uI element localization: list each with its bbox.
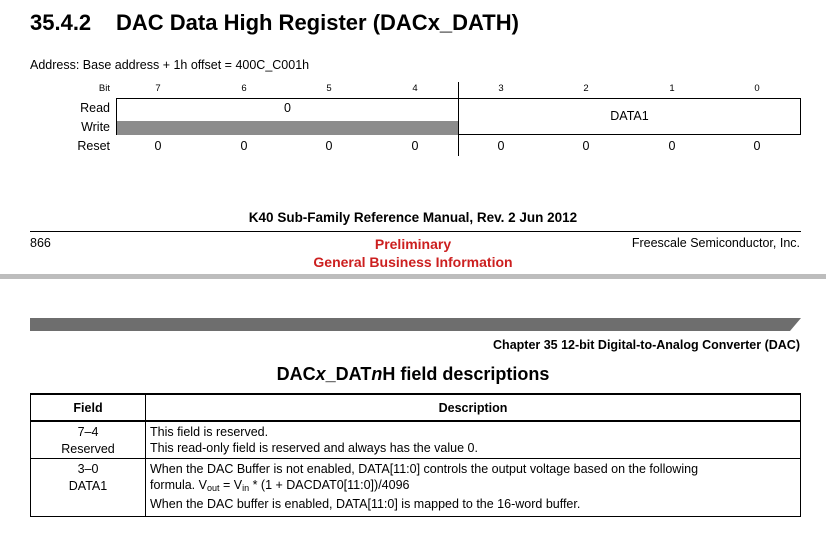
description-cell: [146, 421, 801, 459]
chapter-header-bar: [30, 318, 801, 331]
reset-row-label: Reset: [77, 139, 110, 153]
page-number: 866: [30, 236, 51, 250]
chapter-title: Chapter 35 12-bit Digital-to-Analog Converter (DAC): [493, 338, 800, 352]
bit-number: 5: [326, 83, 332, 94]
section-title: [30, 10, 519, 36]
description-text: This field is reserved.: [150, 425, 269, 439]
data1-field-box: [458, 98, 801, 135]
table-row: [31, 421, 801, 459]
footer-rule: [30, 231, 801, 232]
reset-value: 0: [154, 139, 162, 153]
formula-text: formula. $V_{out} = V_{in} * (1$ + DACDAT0[11:0])/4096: [150, 478, 410, 493]
reserved-read-value: 0: [284, 101, 291, 115]
field-cell: [31, 459, 146, 517]
bit-number: 0: [754, 83, 760, 94]
field-name: DATA1: [68, 479, 108, 493]
vendor-name: Freescale Semiconductor, Inc.: [631, 236, 800, 250]
field-cell: [31, 421, 146, 459]
description-text: When the DAC buffer is enabled, DATA[11:0] is mapped to the 16-word buffer.: [150, 497, 581, 511]
field-name: Reserved: [61, 442, 115, 456]
field-range: 7–4: [77, 425, 99, 439]
bit-number: 4: [412, 83, 418, 94]
bit-number: 3: [498, 83, 504, 94]
reset-value: 0: [668, 139, 676, 153]
bit-number: 2: [583, 83, 589, 94]
page-separator: [0, 274, 826, 279]
description-text: When the DAC Buffer is not enabled, DATA[11:0] controls the output voltage based on the following: [150, 462, 699, 476]
business-info-label: General Business Information: [313, 254, 513, 270]
register-address: Address: Base address + 1h offset = 400C_C001h: [30, 58, 310, 72]
bit-number: 1: [669, 83, 675, 94]
reset-value: 0: [582, 139, 590, 153]
reset-value: 0: [753, 139, 761, 153]
read-row-label: Read: [80, 101, 110, 115]
section-heading: DAC Data High Register (DACx_DATH): [116, 10, 519, 35]
field-column-header: Field: [31, 394, 146, 421]
reset-value: 0: [325, 139, 333, 153]
section-number: 35.4.2: [30, 10, 92, 35]
field-descriptions-table: [30, 393, 801, 517]
write-reserved-fill: [117, 121, 458, 135]
reserved-field-box: [116, 98, 459, 135]
description-cell: [146, 459, 801, 517]
bit-label: Bit: [98, 83, 110, 94]
manual-title: K40 Sub-Family Reference Manual, Rev. 2 Jun 2012: [248, 210, 578, 225]
table-row: [31, 459, 801, 517]
bit-number: 7: [155, 83, 161, 94]
field-range: 3–0: [77, 462, 99, 476]
reset-value: 0: [411, 139, 419, 153]
nibble-divider: [458, 82, 459, 156]
reset-value: 0: [497, 139, 505, 153]
bit-number: 6: [241, 83, 247, 94]
table-title: DACx_DATnH field descriptions: [276, 364, 550, 384]
reset-value: 0: [240, 139, 248, 153]
table-header-row: [31, 394, 801, 421]
description-column-header: Description: [146, 394, 801, 421]
write-row-label: Write: [81, 120, 110, 134]
data1-field-label: DATA1: [610, 109, 649, 123]
description-text: This read-only field is reserved and always has the value 0.: [150, 441, 478, 455]
preliminary-label: Preliminary: [374, 236, 452, 252]
